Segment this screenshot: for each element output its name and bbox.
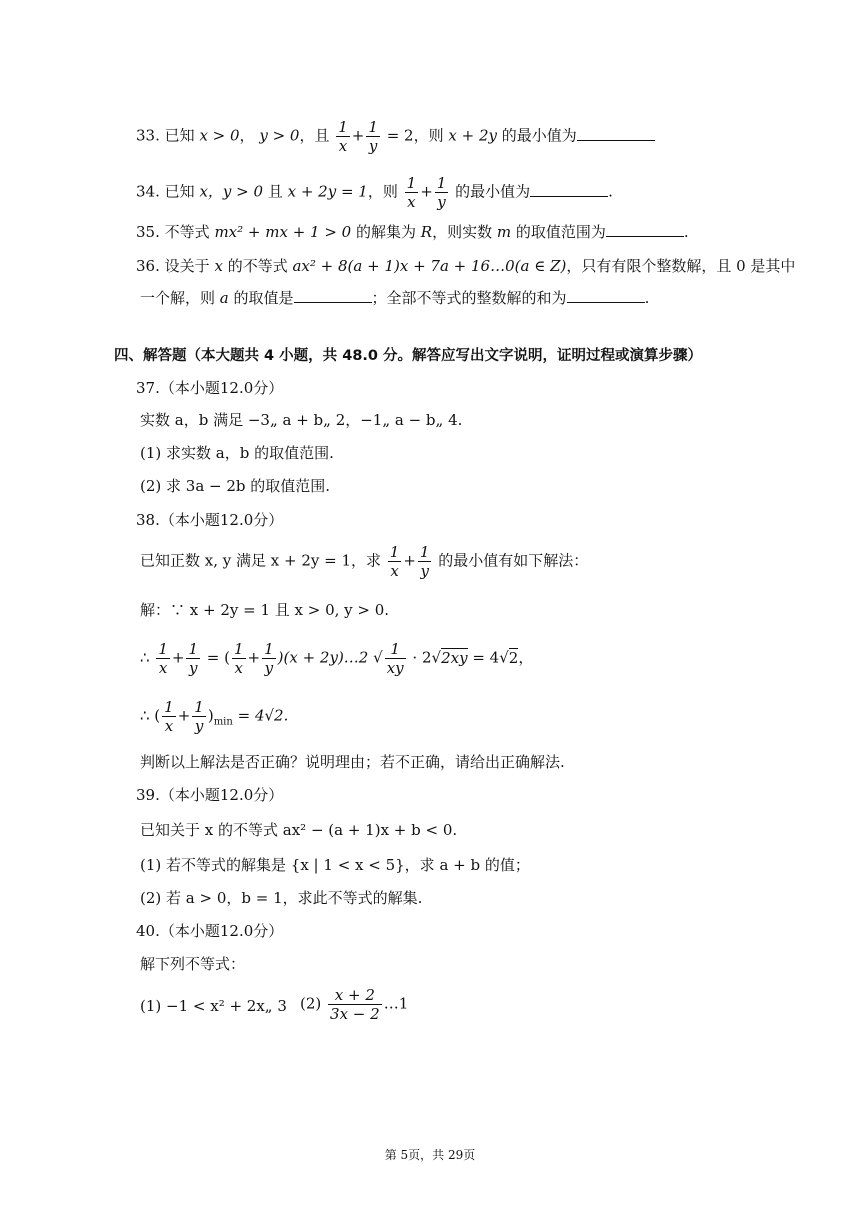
question-37-stem: 实数 a，b 满足 −3„ a + b„ 2，−1„ a − b„ 4. [140,411,463,429]
question-37-header: 37.（本小题12.0分） [136,379,284,397]
fraction: $\frac{1}{x}$ [389,543,400,580]
fraction: $\frac{1}{x}$ [164,698,174,735]
question-37-part1: (1) 求实数 a，b 的取值范围. [140,444,334,462]
question-37-part2: (2) 求 3a − 2b 的取值范围. [140,477,331,495]
page-footer: 第 5页，共 29页 [384,1148,476,1162]
fraction: $\frac{1}{y}$ [188,640,198,677]
question-38-judge: 判断以上解法是否正确？说明理由；若不正确，请给出正确解法. [140,753,565,771]
question-39-part2: (2) 若 a > 0，b = 1，求此不等式的解集. [140,889,423,907]
fraction: $\frac{1}{y}$ [419,543,430,580]
question-38-stem: 已知正数 x, y 满足 x + 2y = 1，求 $\frac{1}{x}$ + $\frac{1}{y}$ 的最小值有如下解法： [140,543,589,580]
question-39-part1: (1) 若不等式的解集是 {x | 1 < x < 5}，求 a + b 的值； [140,856,530,874]
fraction: $\frac{1}{x}$ [158,640,168,677]
fraction: $\frac{1}{x}$ [406,174,417,211]
fraction: $\frac{1}{x}$ [338,118,348,155]
question-38-solution-3: ∴ ( $\frac{1}{x}$ + $\frac{1}{y}$ )$_{min} = 4√2$. [140,698,289,735]
section-heading: 四、解答题（本大题共 4 小题，共 48.0 分。解答应写出文字说明，证明过程或演算步骤） [114,348,703,364]
question-33: 33. 已知 x > 0， y > 0，且 $\frac{1}{x}$ + $\frac{1}{y}$ = 2，则 x + 2y 的最小值为 [136,118,655,155]
fraction: $\frac{x + 2}{3x - 2}$ [330,986,380,1023]
answer-blank [577,126,655,141]
question-39-stem: 已知关于 x 的不等式 ax² − (a + 1)x + b < 0. [140,821,458,839]
sqrt-symbol: √ [431,648,442,667]
question-38-solution-1: 解：∵ x + 2y = 1 且 x > 0, y > 0. [140,601,390,619]
fraction: $\frac{1}{y}$ [436,174,447,211]
question-38-header: 38.（本小题12.0分） [136,511,284,529]
answer-blank [530,182,608,197]
answer-blank [606,222,684,237]
answer-blank [567,288,645,303]
question-40-stem: 解下列不等式： [140,955,246,973]
fraction: $\frac{1}{x}$ [233,640,244,677]
question-40-part1: (1) −1 < x² + 2x„ 3 [140,997,287,1015]
question-35: 35. 不等式 mx² + mx + 1 > 0 的解集为 R，则实数 m 的取值范围为 . [136,223,689,241]
question-38-solution-2: ∴ $\frac{1}{x}$ + $\frac{1}{y}$ = ( $\frac{1}{x}$ + $\frac{1}{y}$ )(x + 2y)…2 √ $\frac{1}{xy}$ · 2√2xy = 4√2， [140,640,534,677]
question-40-part2: (2) $\frac{x + 2}{3x - 2}$ …1 [300,986,409,1023]
question-36: 36. 设关于 x 的不等式 ax² + 8(a + 1)x + 7a + 16…0(a ∈ Z)，只有有限个整数解，且 0 是其中 [136,257,796,275]
question-34: 34. 已知 x，y > 0 且 x + 2y = 1，则 $\frac{1}{x}$ + $\frac{1}{y}$ 的最小值为 . [136,174,613,211]
fraction: $\frac{1}{y}$ [194,698,204,735]
question-36-line2: 一个解，则 a 的取值是 ；全部不等式的整数解的和为 . [140,289,650,307]
question-40-header: 40.（本小题12.0分） [136,922,284,940]
sqrt-symbol: √ $\frac{1}{xy}$ [373,640,404,677]
question-39-header: 39.（本小题12.0分） [136,786,284,804]
fraction: $\frac{1}{y}$ [264,640,274,677]
answer-blank [294,288,372,303]
sqrt-symbol: √ [499,648,509,667]
fraction: $\frac{1}{y}$ [368,118,378,155]
